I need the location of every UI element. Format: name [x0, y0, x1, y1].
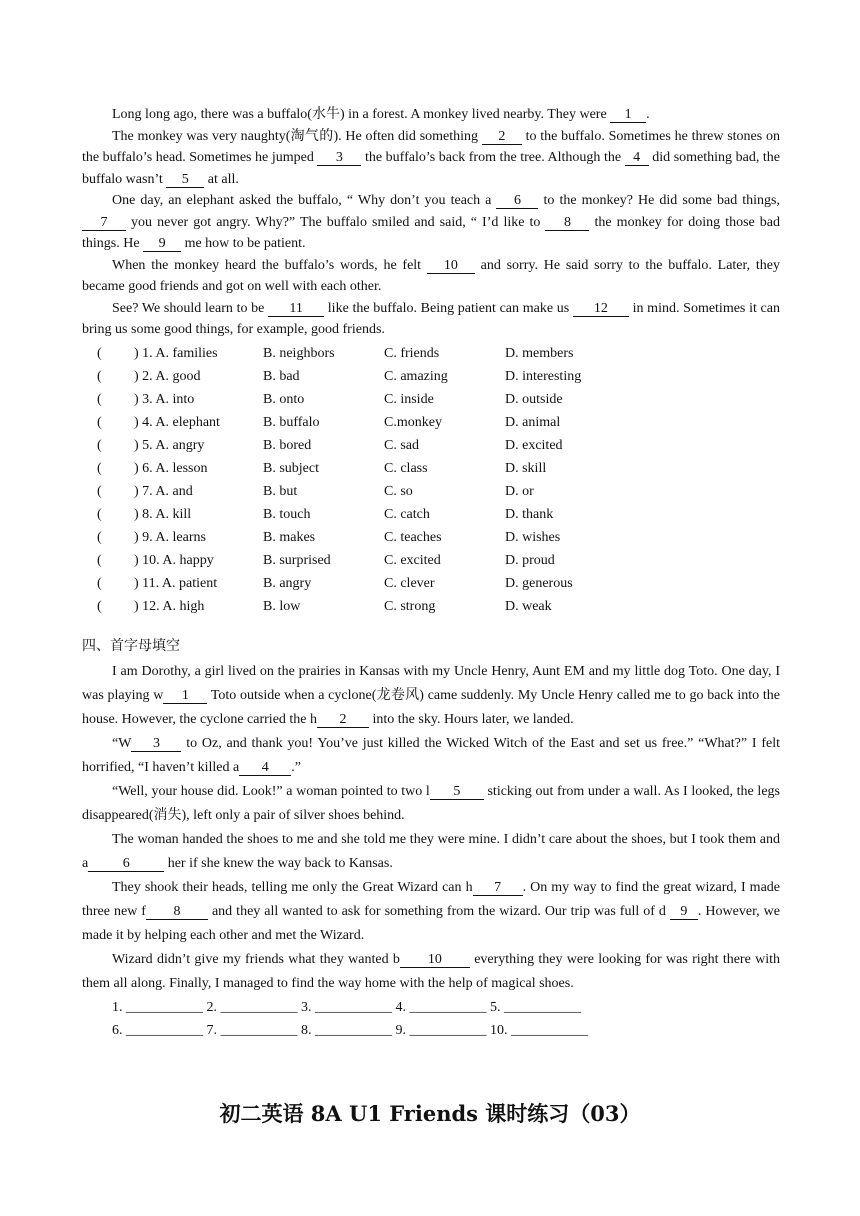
option-b: B. low — [263, 598, 301, 614]
question-row — [82, 411, 780, 434]
answer-paren[interactable]: ( — [97, 552, 102, 568]
blank-5[interactable]: 5 — [430, 785, 484, 800]
option-a: ) 6. A. lesson — [134, 460, 208, 476]
paragraph-text: and sorry. He said sorry to the buffalo. Later, they became good friends and got on well with each other. — [82, 257, 780, 294]
option-a: ) 9. A. learns — [134, 529, 206, 545]
option-b: B. bored — [263, 437, 312, 453]
paragraph-text: . — [646, 107, 650, 122]
paragraph — [82, 298, 780, 341]
answer-paren[interactable]: ( — [97, 368, 102, 384]
blank-4[interactable]: 4 — [239, 761, 291, 776]
option-c: C. inside — [384, 391, 434, 407]
paragraph-text: the monkey for doing those bad things. He — [82, 214, 781, 251]
paragraph-text: Toto outside when a cyclone(龙卷风) came suddenly. My Uncle Henry called me to go back into the house. However, the cyclone carried the h — [82, 687, 780, 727]
paragraph-text: sticking out from under a wall. As I looked, the legs disappeared(消失), left only a pair of silver shoes behind. — [82, 783, 780, 823]
option-b: B. but — [263, 483, 298, 499]
paragraph-text: her if she knew the way back to Kansas. — [164, 855, 393, 871]
paragraph-text: See? We should learn to be — [112, 300, 269, 316]
paragraph-text: . However, we made it by helping each other and met the Wizard. — [82, 903, 780, 943]
option-a: ) 4. A. elephant — [134, 414, 220, 430]
paragraph-text: me how to be patient. — [181, 236, 306, 251]
option-a: ) 3. A. into — [134, 391, 195, 407]
paragraph-text: .” — [291, 759, 301, 775]
option-a: ) 7. A. and — [134, 483, 193, 499]
option-b: B. surprised — [263, 552, 331, 568]
paragraph-text: at all. — [204, 171, 239, 187]
blank-9[interactable]: 9 — [143, 237, 181, 252]
paragraph — [82, 126, 780, 191]
blank-7[interactable]: 7 — [473, 881, 523, 896]
question-row — [82, 365, 780, 388]
blank-11[interactable]: 11 — [268, 302, 324, 317]
answer-paren[interactable]: ( — [97, 437, 102, 453]
question-row — [82, 457, 780, 480]
option-b: B. onto — [263, 391, 305, 407]
blank-4[interactable]: 4 — [625, 151, 649, 166]
option-b: B. angry — [263, 575, 312, 591]
paragraph — [82, 104, 780, 126]
paragraph — [82, 948, 780, 996]
answer-paren[interactable]: ( — [97, 506, 102, 522]
option-d: D. members — [505, 345, 574, 361]
option-a: ) 2. A. good — [134, 368, 201, 384]
fill-in-passage — [82, 660, 780, 996]
option-d: D. or — [505, 483, 534, 499]
answer-row: 6. ___________ 7. ___________ 8. ___________ 9. ___________ 10. ___________ — [112, 1022, 588, 1038]
blank-9[interactable]: 9 — [670, 905, 698, 920]
question-row — [82, 503, 780, 526]
paragraph-text: you never got angry. Why?” The buffalo smiled and said, “ I’d like to — [126, 214, 546, 230]
paragraph-text: did something bad, the buffalo wasn’t — [82, 150, 780, 187]
paragraph-text: “Well, your house did. Look!” a woman pointed to two l — [112, 783, 430, 799]
answer-paren[interactable]: ( — [97, 483, 102, 499]
answer-paren[interactable]: ( — [97, 460, 102, 476]
option-d: D. weak — [505, 598, 552, 614]
blank-2[interactable]: 2 — [317, 713, 369, 728]
paragraph — [82, 190, 780, 255]
blank-12[interactable]: 12 — [573, 302, 629, 317]
option-c: C. sad — [384, 437, 419, 453]
blank-7[interactable]: 7 — [82, 216, 126, 231]
answer-paren[interactable]: ( — [97, 529, 102, 545]
blank-8[interactable]: 8 — [545, 216, 589, 231]
paragraph-text: like the buffalo. Being patient can make us — [324, 300, 573, 316]
section-heading: 四、首字母填空 — [82, 638, 180, 654]
option-c: C. clever — [384, 575, 435, 591]
paragraph-text: The monkey was very naughty(淘气的). He often did something — [112, 128, 482, 144]
question-row — [82, 480, 780, 503]
option-a: ) 5. A. angry — [134, 437, 205, 453]
answer-row: 1. ___________ 2. ___________ 3. ___________ 4. ___________ 5. ___________ — [112, 999, 581, 1015]
blank-3[interactable]: 3 — [131, 737, 181, 752]
paragraph-text: to Oz, and thank you! You’ve just killed the Wicked Witch of the East and set us free.” “What?” I felt horrified, “I haven’t killed a — [82, 735, 780, 775]
answer-paren[interactable]: ( — [97, 345, 102, 361]
paragraph — [82, 660, 780, 732]
paragraph — [82, 255, 780, 298]
question-row — [82, 595, 780, 618]
option-b: B. buffalo — [263, 414, 320, 430]
option-a: ) 12. A. high — [134, 598, 205, 614]
option-b: B. touch — [263, 506, 311, 522]
option-c: C. strong — [384, 598, 436, 614]
option-d: D. excited — [505, 437, 563, 453]
option-d: D. interesting — [505, 368, 582, 384]
blank-3[interactable]: 3 — [317, 151, 361, 166]
answer-paren[interactable]: ( — [97, 391, 102, 407]
option-c: C. excited — [384, 552, 441, 568]
answer-paren[interactable]: ( — [97, 575, 102, 591]
blank-6[interactable]: 6 — [496, 194, 538, 209]
question-row — [82, 572, 780, 595]
option-b: B. makes — [263, 529, 316, 545]
option-d: D. proud — [505, 552, 555, 568]
option-d: D. animal — [505, 414, 561, 430]
question-row — [82, 549, 780, 572]
paragraph-text: everything they were looking for was right there with them all along. Finally, I managed to find the way home with the help of magical shoes. — [82, 951, 781, 991]
paragraph-text: One day, an elephant asked the buffalo, “ Why don’t you teach a — [112, 193, 497, 208]
cloze-passage — [82, 104, 780, 341]
paragraph-text: . On my way to find the great wizard, I made three new f — [82, 879, 781, 919]
answer-lines — [82, 996, 780, 1042]
paragraph-text: Wizard didn’t give my friends what they wanted b — [112, 951, 400, 967]
paragraph — [82, 732, 780, 780]
page-title: 初二英语 8A U1 Friends 课时练习（03） — [219, 1101, 641, 1126]
option-c: C.monkey — [384, 414, 442, 430]
paragraph-text: in mind. Sometimes it can bring us some good things, for example, good friends. — [82, 300, 780, 337]
option-b: B. neighbors — [263, 345, 335, 361]
option-d: D. wishes — [505, 529, 561, 545]
option-d: D. thank — [505, 506, 554, 522]
paragraph-text: The woman handed the shoes to me and she told me they were mine. I didn’t care about the shoes, but I took them and a — [82, 831, 780, 871]
blank-1[interactable]: 1 — [163, 689, 207, 704]
blank-6[interactable]: 6 — [88, 857, 164, 872]
paragraph-text: and they all wanted to ask for something from the wizard. Our trip was full of d — [207, 903, 670, 919]
option-a: ) 1. A. families — [134, 345, 218, 361]
answer-paren[interactable]: ( — [97, 598, 102, 614]
blank-10[interactable]: 10 — [427, 259, 475, 274]
blank-1[interactable]: 1 — [610, 108, 646, 123]
paragraph-text: “W — [112, 735, 132, 751]
option-a: ) 10. A. happy — [134, 552, 214, 568]
paragraph-text: When the monkey heard the buffalo’s words, he felt — [112, 257, 427, 273]
paragraph-text: They shook their heads, telling me only the Great Wizard can h — [112, 879, 473, 895]
question-row — [82, 342, 780, 365]
cloze-question-list — [82, 342, 780, 618]
question-row — [82, 388, 780, 411]
question-row — [82, 434, 780, 457]
option-a: ) 8. A. kill — [134, 506, 192, 522]
paragraph — [82, 828, 780, 876]
option-d: D. outside — [505, 391, 563, 407]
option-c: C. class — [384, 460, 428, 476]
paragraph-text: the buffalo’s back from the tree. Although the — [361, 150, 625, 165]
worksheet-page — [82, 104, 780, 1042]
paragraph — [82, 876, 780, 948]
paragraph-text: Long long ago, there was a buffalo(水牛) in a forest. A monkey lived nearby. They were — [112, 107, 611, 122]
option-d: D. generous — [505, 575, 573, 591]
blank-2[interactable]: 2 — [482, 130, 522, 145]
option-c: C. teaches — [384, 529, 442, 545]
blank-10[interactable]: 10 — [400, 953, 470, 968]
answer-paren[interactable]: ( — [97, 414, 102, 430]
option-b: B. subject — [263, 460, 319, 476]
paragraph-text: I am Dorothy, a girl lived on the prairies in Kansas with my Uncle Henry, Aunt EM and my little dog Toto. One day, I was playing w — [82, 663, 780, 703]
question-row — [82, 526, 780, 549]
option-c: C. so — [384, 483, 413, 499]
option-d: D. skill — [505, 460, 547, 476]
blank-5[interactable]: 5 — [166, 173, 204, 188]
option-c: C. amazing — [384, 368, 448, 384]
paragraph — [82, 780, 780, 828]
option-c: C. catch — [384, 506, 430, 522]
paragraph-text: to the monkey? He did some bad things, — [538, 193, 780, 208]
option-b: B. bad — [263, 368, 300, 384]
option-c: C. friends — [384, 345, 440, 361]
paragraph-text: into the sky. Hours later, we landed. — [369, 711, 574, 727]
blank-8[interactable]: 8 — [146, 905, 208, 920]
paragraph-text: to the buffalo. Sometimes he threw stones on the buffalo’s head. Sometimes he jumped — [82, 128, 780, 165]
option-a: ) 11. A. patient — [134, 575, 218, 591]
